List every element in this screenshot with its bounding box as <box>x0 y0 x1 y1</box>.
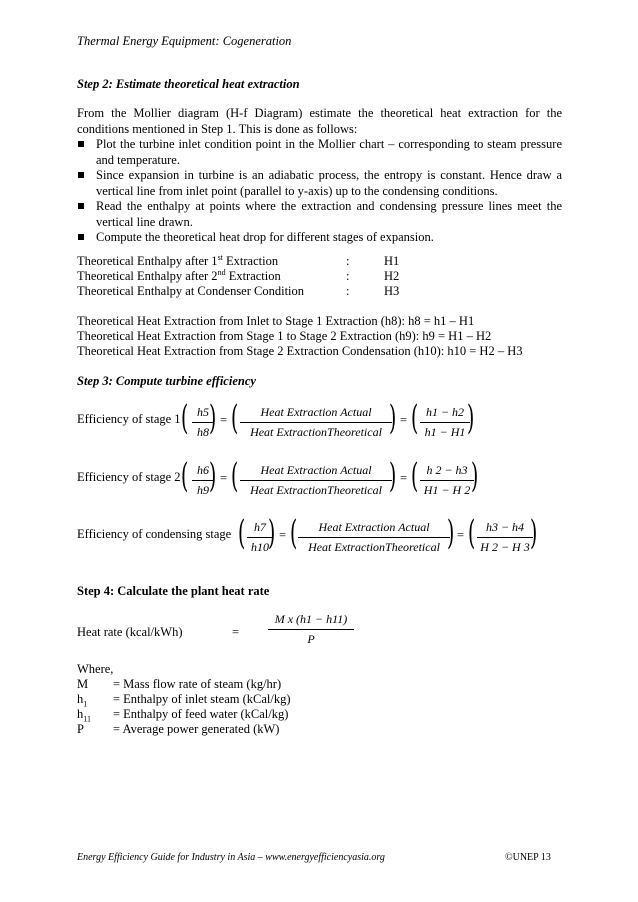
def-symbol-h11: $h_{11}$ <box>77 707 91 724</box>
enthalpy-row-2-label: Theoretical Enthalpy after 2nd Extraction <box>77 267 281 283</box>
left-paren: ( <box>467 513 476 553</box>
list-item <box>77 199 562 230</box>
stage1-ratio: $\frac{h5}{h8}$ <box>192 405 214 440</box>
step3-title: Step 3: Compute turbine efficiency <box>77 374 256 388</box>
step2-title: Step 2: Estimate theoretical heat extraction <box>77 77 300 91</box>
bullet-text: Read the enthalpy at points where the extraction and condensing pressure lines meet the vertical line drawn. <box>96 199 562 229</box>
def-desc-m: = Mass flow rate of steam (kg/hr) <box>113 677 282 691</box>
enthalpy-row-3-colon: : <box>346 284 350 298</box>
enthalpy-row-3-label: Theoretical Enthalpy at Condenser Condition <box>77 284 305 298</box>
right-paren: ) <box>267 513 276 553</box>
left-paren: ( <box>180 398 189 438</box>
equals-sign: = <box>457 528 465 542</box>
left-paren: ( <box>289 513 298 553</box>
bullet-text: Compute the theoretical heat drop for different stages of expansion. <box>96 230 434 244</box>
extraction-line-3: Theoretical Heat Extraction from Stage 2 Extraction Condensation (h10): h10 = H2 – H3 <box>77 344 523 358</box>
running-header: Thermal Energy Equipment: Cogeneration <box>77 34 292 48</box>
extraction-line-2: Theoretical Heat Extraction from Stage 1 to Stage 2 Extraction (h9): h9 = H1 – H2 <box>77 329 492 343</box>
stage3-ratio: $\frac{h7}{h10}$ <box>247 520 273 555</box>
step4-title: Step 4: Calculate the plant heat rate <box>77 584 270 598</box>
stage2-ratio: $\frac{h6}{h9}$ <box>192 463 214 498</box>
stage2-label: Efficiency of stage 2 <box>77 470 181 484</box>
right-paren: ) <box>470 456 479 496</box>
stage1-enthalpy-fraction: $\frac{h1 - h2}{h1 - H1}$ <box>420 405 470 440</box>
heat-rate-fraction: $\frac{\text{M x (h1 − h11)}}{P}$ <box>268 612 354 647</box>
bullet-square-icon <box>78 141 84 147</box>
step2-bullet-list <box>77 137 562 246</box>
enthalpy-row-1-value: H1 <box>384 254 400 268</box>
list-item <box>77 168 562 199</box>
footer-text: Energy Efficiency Guide for Industry in Asia – www.energyefficiencyasia.org <box>77 852 385 863</box>
left-paren: ( <box>410 456 419 496</box>
heat-rate-label: Heat rate (kcal/kWh) <box>77 625 183 639</box>
right-paren: ) <box>208 456 217 496</box>
equals-sign: = <box>400 471 408 485</box>
def-symbol-p: P <box>77 722 84 736</box>
equals-sign: = <box>220 471 228 485</box>
enthalpy-row-3-value: H3 <box>384 284 400 298</box>
bullet-square-icon <box>78 234 84 240</box>
left-paren: ( <box>410 398 419 438</box>
equals-sign: = <box>232 625 240 639</box>
left-paren: ( <box>230 456 239 496</box>
equals-sign: = <box>400 413 408 427</box>
step2-intro: From the Mollier diagram (H-f Diagram) estimate the theoretical heat extraction for the conditions mentioned in Step 1. This is done as follows: <box>77 106 562 136</box>
bullet-text: Plot the turbine inlet condition point in the Mollier chart – corresponding to steam pressure and temperature. <box>96 137 562 167</box>
list-item <box>77 230 562 246</box>
def-symbol-m: M <box>77 677 89 691</box>
stage3-enthalpy-fraction: $\frac{h3 - h4}{H 2 - H 3}$ <box>477 520 533 555</box>
where-label: Where, <box>77 662 114 676</box>
right-paren: ) <box>529 513 538 553</box>
def-desc-h11: = Enthalpy of feed water (kCal/kg) <box>113 707 289 721</box>
stage1-label: Efficiency of stage 1 <box>77 412 181 426</box>
equals-sign: = <box>220 413 228 427</box>
right-paren: ) <box>208 398 217 438</box>
bullet-square-icon <box>78 172 84 178</box>
stage2-heat-fraction: Heat Extraction Actual Heat ExtractionTheoretical <box>240 463 392 498</box>
enthalpy-row-1-colon: : <box>346 254 350 268</box>
stage3-label: Efficiency of condensing stage <box>77 527 232 541</box>
stage1-heat-fraction: Heat Extraction Actual Heat ExtractionTheoretical <box>240 405 392 440</box>
enthalpy-row-2-colon: : <box>346 269 350 283</box>
equals-sign: = <box>279 528 287 542</box>
footer-page: ©UNEP 13 <box>505 852 551 863</box>
right-paren: ) <box>446 513 455 553</box>
stage2-enthalpy-fraction: $\frac{h 2 - h3}{H1 - H 2}$ <box>420 463 474 498</box>
list-item <box>77 137 562 168</box>
def-symbol-h1: $h_1$ <box>77 692 88 709</box>
bullet-text: Since expansion in turbine is an adiabatic process, the entropy is constant. Hence draw a vertical line from inlet point (parallel to y-axis) up to the condensing conditions. <box>96 168 562 198</box>
enthalpy-row-2-value: H2 <box>384 269 400 283</box>
bullet-square-icon <box>78 203 84 209</box>
extraction-line-1: Theoretical Heat Extraction from Inlet to Stage 1 Extraction (h8): h8 = h1 – H1 <box>77 314 475 328</box>
def-desc-h1: = Enthalpy of inlet steam (kCal/kg) <box>113 692 291 706</box>
right-paren: ) <box>388 456 397 496</box>
stage3-heat-fraction: Heat Extraction Actual Heat ExtractionTheoretical <box>298 520 450 555</box>
enthalpy-row-1-label: Theoretical Enthalpy after 1st Extraction <box>77 252 279 268</box>
left-paren: ( <box>180 456 189 496</box>
left-paren: ( <box>230 398 239 438</box>
def-desc-p: = Average power generated (kW) <box>113 722 280 736</box>
right-paren: ) <box>388 398 397 438</box>
right-paren: ) <box>466 398 475 438</box>
left-paren: ( <box>237 513 246 553</box>
